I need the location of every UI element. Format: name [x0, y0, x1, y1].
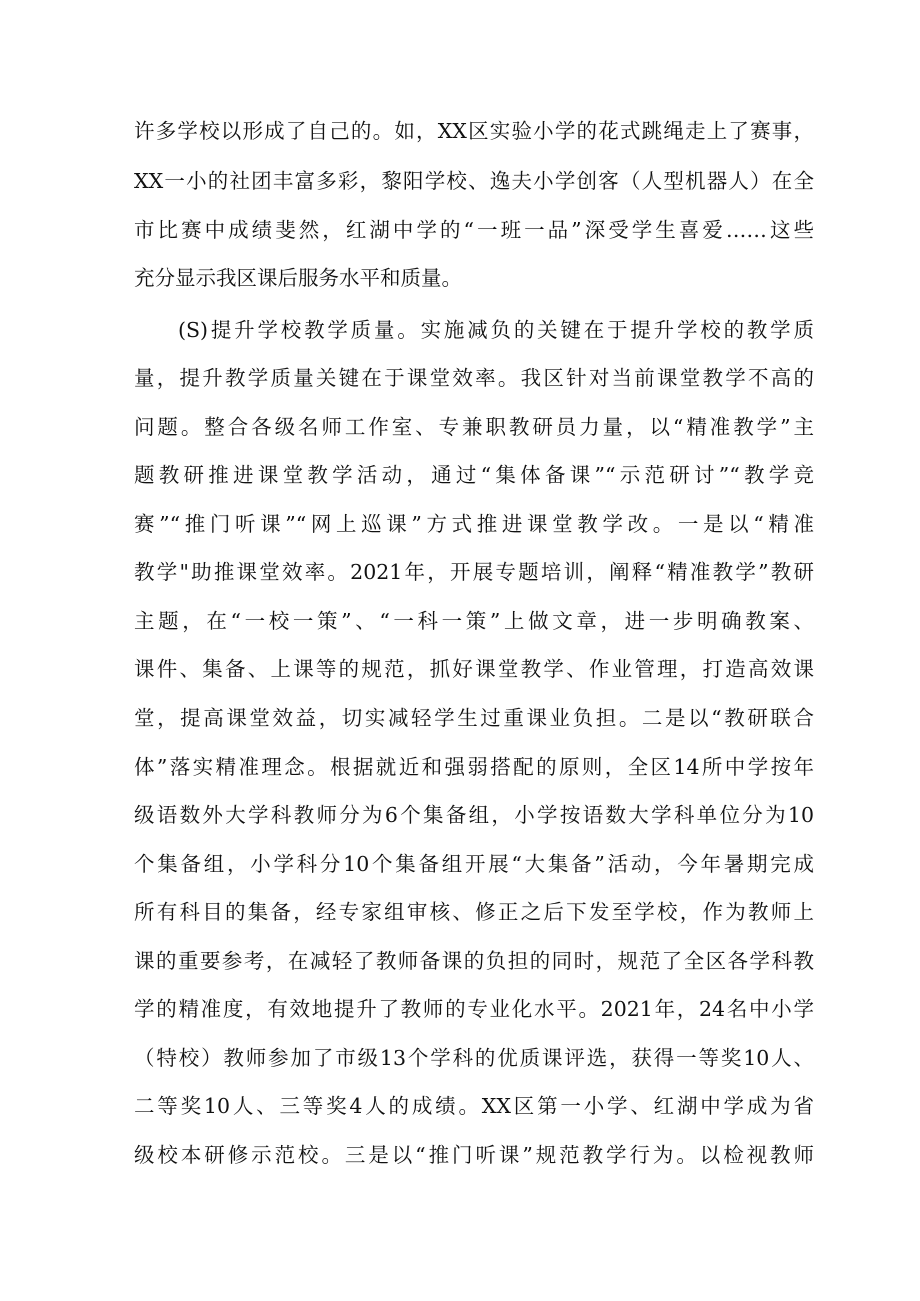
text-line: 主题，在“一校一策”、“一科一策”上做文章，进一步明确教案、: [134, 609, 814, 633]
text-line: 充分显示我区课后服务水平和质量。: [134, 266, 462, 290]
text-line: 市比赛中成绩斐然，红湖中学的“一班一品”深受学生喜爱……这些: [134, 218, 814, 242]
text-line: 级语数外大学科教师分为6个集备组，小学按语数大学科单位分为10: [134, 803, 814, 827]
text-line: (S)提升学校教学质量。实施减负的关键在于提升学校的教学质: [178, 318, 814, 342]
text-line: 所有科目的集备，经专家组审核、修正之后下发至学校，作为教师上: [134, 900, 814, 924]
text-line: （特校）教师参加了市级13个学科的优质课评选，获得一等奖10人、: [134, 1046, 814, 1070]
text-line: 问题。整合各级名师工作室、专兼职教研员力量，以“精准教学”主: [134, 415, 814, 439]
text-line: 课的重要参考，在减轻了教师备课的负担的同时，规范了全区各学科教: [134, 949, 814, 973]
text-line: 个集备组，小学科分10个集备组开展“大集备”活动，今年暑期完成: [134, 852, 814, 876]
text-line: XX一小的社团丰富多彩，黎阳学校、逸夫小学创客（人型机器人）在全: [134, 169, 814, 193]
text-line: 课件、集备、上课等的规范，抓好课堂教学、作业管理，打造高效课: [134, 657, 814, 681]
text-line: 许多学校以形成了自己的。如，XX区实验小学的花式跳绳走上了赛事，: [134, 119, 814, 143]
text-line: 二等奖10人、三等奖4人的成绩。XX区第一小学、红湖中学成为省: [134, 1094, 814, 1118]
text-line: 体”落实精准理念。根据就近和强弱搭配的原则，全区14所中学按年: [134, 755, 814, 779]
text-line: 教学"助推课堂效率。2021年，开展专题培训，阐释“精准教学”教研: [134, 560, 814, 584]
text-line: 学的精准度，有效地提升了教师的专业化水平。2021年，24名中小学: [134, 997, 814, 1021]
text-line: 堂，提高课堂效益，切实减轻学生过重课业负担。二是以“教研联合: [134, 706, 814, 730]
text-line: 题教研推进课堂教学活动，通过“集体备课”“示范研讨”“教学竞: [134, 463, 814, 487]
text-line: 级校本研修示范校。三是以“推门听课”规范教学行为。以检视教师: [134, 1143, 814, 1167]
text-line: 赛”“推门听课”“网上巡课”方式推进课堂教学改。一是以“精准: [134, 512, 814, 536]
text-line: 量，提升教学质量关键在于课堂效率。我区针对当前课堂教学不高的: [134, 366, 814, 390]
